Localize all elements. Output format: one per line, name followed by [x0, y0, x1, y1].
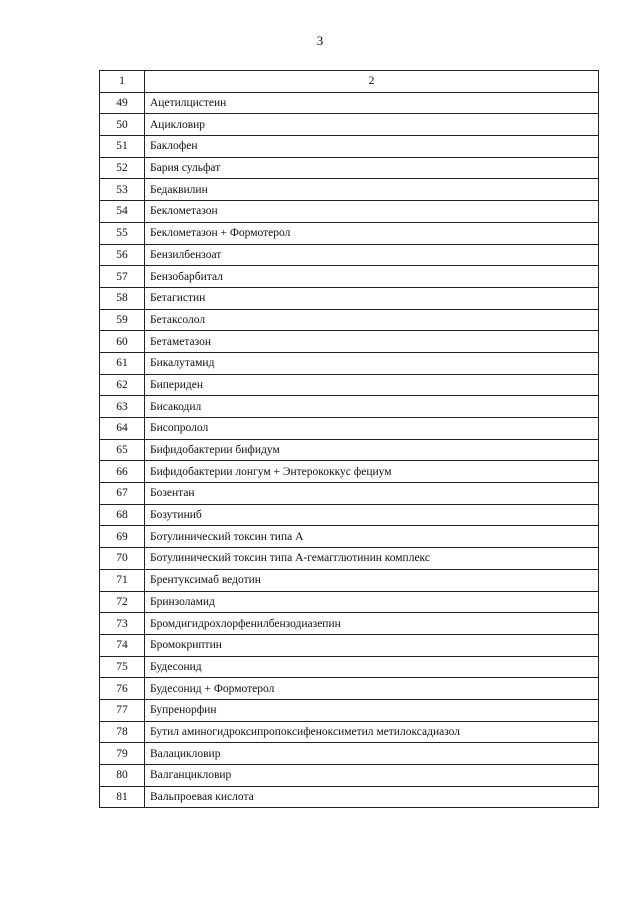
table-row	[100, 483, 599, 505]
drug-name: Вальпроевая кислота	[145, 786, 599, 808]
table-row	[100, 309, 599, 331]
row-number: 65	[100, 439, 145, 461]
table-row	[100, 418, 599, 440]
table-row	[100, 244, 599, 266]
table-row	[100, 287, 599, 309]
table-row	[100, 634, 599, 656]
row-number: 56	[100, 244, 145, 266]
header-col-number: 1	[100, 71, 145, 93]
row-number: 60	[100, 331, 145, 353]
table-row	[100, 92, 599, 114]
row-number: 53	[100, 179, 145, 201]
drug-name: Бифидобактерии лонгум + Энтерококкус фециум	[145, 461, 599, 483]
row-number: 52	[100, 157, 145, 179]
drug-name: Беклометазон + Формотерол	[145, 222, 599, 244]
table-row	[100, 439, 599, 461]
row-number: 69	[100, 526, 145, 548]
table-row	[100, 352, 599, 374]
table-row	[100, 201, 599, 223]
table-row	[100, 569, 599, 591]
row-number: 66	[100, 461, 145, 483]
drug-name: Бромдигидрохлорфенилбензодиазепин	[145, 613, 599, 635]
row-number: 71	[100, 569, 145, 591]
drug-name: Бетаметазон	[145, 331, 599, 353]
table-row	[100, 396, 599, 418]
table-row	[100, 743, 599, 765]
drug-name: Ботулинический токсин типа А	[145, 526, 599, 548]
drug-name: Бикалутамид	[145, 352, 599, 374]
table-row	[100, 136, 599, 158]
table-row	[100, 222, 599, 244]
table-row	[100, 114, 599, 136]
drug-name: Валацикловир	[145, 743, 599, 765]
row-number: 74	[100, 634, 145, 656]
drug-name: Бетаксолол	[145, 309, 599, 331]
table-header-row	[100, 71, 599, 93]
row-number: 59	[100, 309, 145, 331]
table-row	[100, 786, 599, 808]
row-number: 51	[100, 136, 145, 158]
table-row	[100, 721, 599, 743]
row-number: 61	[100, 352, 145, 374]
row-number: 64	[100, 418, 145, 440]
table-row	[100, 179, 599, 201]
drug-name: Бензилбензоат	[145, 244, 599, 266]
row-number: 77	[100, 699, 145, 721]
drug-name: Бисопролол	[145, 418, 599, 440]
table-row	[100, 765, 599, 787]
table-row	[100, 548, 599, 570]
drug-name: Бозентан	[145, 483, 599, 505]
table-row	[100, 591, 599, 613]
drug-name: Ацетилцистеин	[145, 92, 599, 114]
row-number: 68	[100, 504, 145, 526]
header-col-name: 2	[145, 71, 599, 93]
table-row	[100, 526, 599, 548]
page-number: 3	[316, 33, 324, 48]
row-number: 63	[100, 396, 145, 418]
table-body	[100, 71, 599, 808]
table-row	[100, 613, 599, 635]
drug-name: Бромокриптин	[145, 634, 599, 656]
row-number: 76	[100, 678, 145, 700]
row-number: 57	[100, 266, 145, 288]
table-row	[100, 331, 599, 353]
drug-name: Бария сульфат	[145, 157, 599, 179]
drug-name: Бифидобактерии бифидум	[145, 439, 599, 461]
drug-name: Будесонид	[145, 656, 599, 678]
row-number: 58	[100, 287, 145, 309]
drug-name: Бутил аминогидроксипропоксифеноксиметил метилоксадиазол	[145, 721, 599, 743]
row-number: 72	[100, 591, 145, 613]
row-number: 67	[100, 483, 145, 505]
drug-name: Беклометазон	[145, 201, 599, 223]
drug-name: Бупренорфин	[145, 699, 599, 721]
row-number: 70	[100, 548, 145, 570]
row-number: 50	[100, 114, 145, 136]
row-number: 79	[100, 743, 145, 765]
row-number: 80	[100, 765, 145, 787]
table-row	[100, 157, 599, 179]
table-row	[100, 266, 599, 288]
table-row	[100, 374, 599, 396]
row-number: 81	[100, 786, 145, 808]
table-row	[100, 678, 599, 700]
drug-name: Будесонид + Формотерол	[145, 678, 599, 700]
drug-name: Ацикловир	[145, 114, 599, 136]
table-row	[100, 504, 599, 526]
row-number: 62	[100, 374, 145, 396]
drug-name: Брентуксимаб ведотин	[145, 569, 599, 591]
row-number: 49	[100, 92, 145, 114]
drug-name: Бисакодил	[145, 396, 599, 418]
table-row	[100, 461, 599, 483]
row-number: 75	[100, 656, 145, 678]
drug-name: Ботулинический токсин типа А-гемагглютинин комплекс	[145, 548, 599, 570]
drug-name: Бипериден	[145, 374, 599, 396]
drug-name: Валганцикловир	[145, 765, 599, 787]
table-row	[100, 656, 599, 678]
drug-name: Бетагистин	[145, 287, 599, 309]
drug-name: Бензобарбитал	[145, 266, 599, 288]
table-row	[100, 699, 599, 721]
row-number: 55	[100, 222, 145, 244]
drug-name: Баклофен	[145, 136, 599, 158]
row-number: 73	[100, 613, 145, 635]
drug-list-table	[99, 70, 599, 808]
row-number: 78	[100, 721, 145, 743]
drug-name: Бринзоламид	[145, 591, 599, 613]
row-number: 54	[100, 201, 145, 223]
drug-name: Бозутиниб	[145, 504, 599, 526]
drug-name: Бедаквилин	[145, 179, 599, 201]
